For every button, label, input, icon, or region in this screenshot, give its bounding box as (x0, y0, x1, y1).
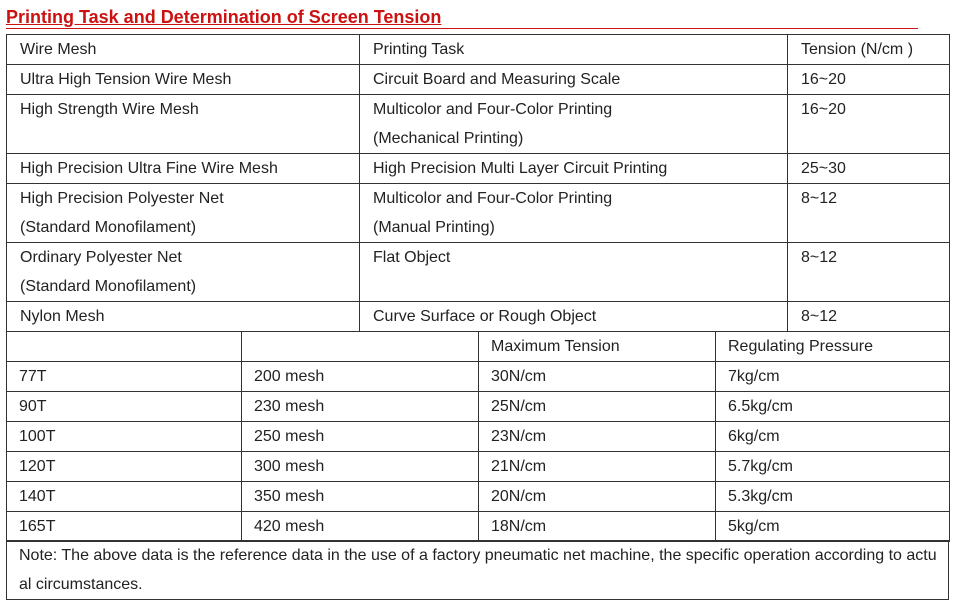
max-tension-cell: 30N/cm (479, 362, 716, 392)
table-row (7, 302, 950, 332)
page-title: Printing Task and Determination of Screen Tension (6, 7, 442, 27)
table-row (7, 362, 950, 392)
regulating-pressure-cell: 6.5kg/cm (716, 392, 950, 422)
wire-mesh-cell (7, 184, 360, 243)
wire-mesh-cell-line: High Strength Wire Mesh (20, 101, 199, 118)
table-row (7, 243, 950, 302)
note-row (7, 541, 949, 600)
mesh-cell: 300 mesh (242, 452, 479, 482)
regulating-pressure-cell: 7kg/cm (716, 362, 950, 392)
wire-mesh-cell-line: (Standard Monofilament) (20, 278, 197, 295)
printing-task-cell-line: (Manual Printing) (373, 219, 495, 236)
printing-task-cell (360, 65, 788, 95)
table-row (7, 452, 950, 482)
max-tension-cell: 25N/cm (479, 392, 716, 422)
printing-task-cell-line: (Mechanical Printing) (373, 130, 524, 147)
wire-mesh-cell-line: Ordinary Polyester Net (20, 249, 182, 266)
thread-count-cell: 100T (7, 422, 242, 452)
tension-cell: 25~30 (788, 154, 950, 184)
wire-mesh-cell (7, 243, 360, 302)
wire-mesh-cell-line: Nylon Mesh (20, 308, 105, 325)
tension-pressure-table (6, 331, 950, 542)
thread-count-cell: 77T (7, 362, 242, 392)
thread-count-cell: 120T (7, 452, 242, 482)
wire-mesh-cell-line: High Precision Ultra Fine Wire Mesh (20, 160, 278, 177)
tension-cell: 8~12 (788, 184, 950, 243)
mesh-cell: 230 mesh (242, 392, 479, 422)
mesh-cell: 350 mesh (242, 482, 479, 512)
printing-task-header: Printing Task (360, 35, 788, 65)
max-tension-cell: 20N/cm (479, 482, 716, 512)
regulating-pressure-cell: 6kg/cm (716, 422, 950, 452)
thread-count-cell: 90T (7, 392, 242, 422)
max-tension-cell: 23N/cm (479, 422, 716, 452)
regulating-pressure-cell: 5.3kg/cm (716, 482, 950, 512)
table-row (7, 482, 950, 512)
wire-mesh-cell-line: Ultra High Tension Wire Mesh (20, 71, 232, 88)
tension-cell: 16~20 (788, 65, 950, 95)
thread-count-cell: 140T (7, 482, 242, 512)
table-row (7, 184, 950, 243)
wire-mesh-cell-line: High Precision Polyester Net (20, 190, 224, 207)
printing-task-cell (360, 154, 788, 184)
wire-mesh-cell (7, 95, 360, 154)
table-header-row (7, 332, 950, 362)
tension-cell: 8~12 (788, 243, 950, 302)
wire-mesh-cell (7, 65, 360, 95)
table-header-row (7, 35, 950, 65)
printing-task-cell (360, 95, 788, 154)
thread-count-cell: 165T (7, 512, 242, 542)
wire-mesh-cell (7, 302, 360, 332)
printing-task-cell-line: High Precision Multi Layer Circuit Printing (373, 160, 668, 177)
table-row (7, 154, 950, 184)
note-table (6, 540, 949, 600)
wire-mesh-cell-line: (Standard Monofilament) (20, 219, 197, 236)
table-row (7, 422, 950, 452)
tension-cell: 16~20 (788, 95, 950, 154)
wire-mesh-header: Wire Mesh (7, 35, 360, 65)
table-row (7, 65, 950, 95)
mesh-cell: 420 mesh (242, 512, 479, 542)
printing-task-cell-line: Curve Surface or Rough Object (373, 308, 597, 325)
max-tension-cell: 18N/cm (479, 512, 716, 542)
printing-task-table (6, 34, 950, 332)
tension-header: Tension (N/cm ) (788, 35, 950, 65)
printing-task-cell-line: Circuit Board and Measuring Scale (373, 71, 621, 88)
printing-task-cell (360, 302, 788, 332)
regulating-pressure-cell: 5kg/cm (716, 512, 950, 542)
mesh-header (242, 332, 479, 362)
printing-task-cell-line: Multicolor and Four-Color Printing (373, 101, 613, 118)
printing-task-cell-line: Multicolor and Four-Color Printing (373, 190, 613, 207)
printing-task-cell (360, 184, 788, 243)
table-row (7, 95, 950, 154)
note-text: Note: The above data is the reference data in the use of a factory pneumatic net machine, the specific operation according to actu al circumstances. (7, 541, 949, 600)
regulating-pressure-cell: 5.7kg/cm (716, 452, 950, 482)
printing-task-cell (360, 243, 788, 302)
wire-mesh-cell (7, 154, 360, 184)
max-tension-header: Maximum Tension (479, 332, 716, 362)
table-row (7, 392, 950, 422)
tension-cell: 8~12 (788, 302, 950, 332)
max-tension-cell: 21N/cm (479, 452, 716, 482)
mesh-cell: 250 mesh (242, 422, 479, 452)
page-title-bar (6, 6, 918, 29)
mesh-cell: 200 mesh (242, 362, 479, 392)
table-row (7, 512, 950, 542)
regulating-pressure-header: Regulating Pressure (716, 332, 950, 362)
count-header (7, 332, 242, 362)
printing-task-cell-line: Flat Object (373, 249, 451, 266)
